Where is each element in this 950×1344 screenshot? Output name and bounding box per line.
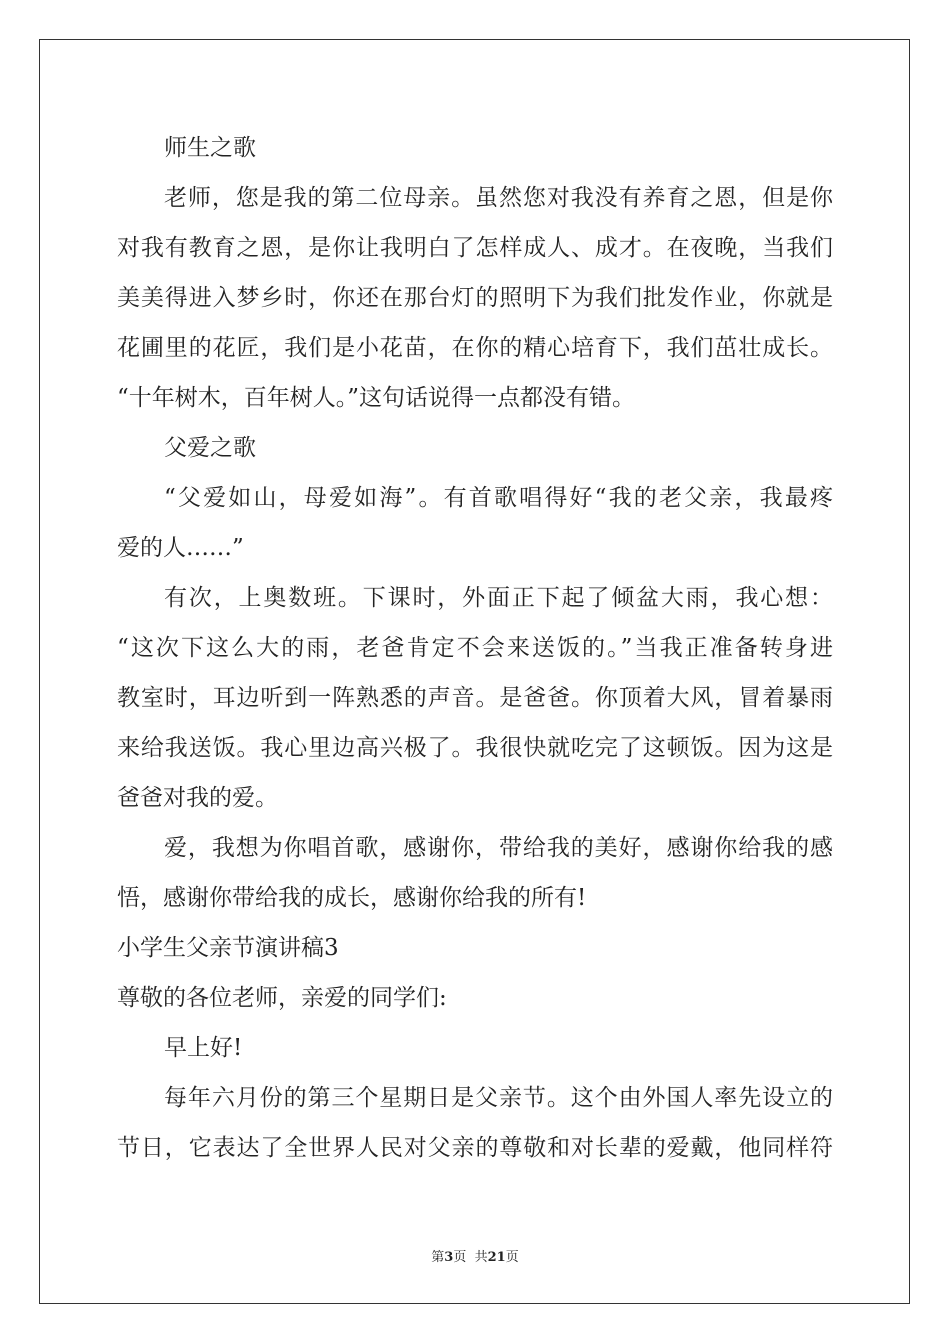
text-line: “父爱如山，母爱如海”。有首歌唱得好“我的老父亲，我最疼 (164, 485, 833, 511)
text-line: 悟，感谢你带给我的成长，感谢你给我的所有! (117, 885, 587, 911)
text-line: 爸爸对我的爱。 (117, 785, 278, 811)
text-line: 父爱之歌 (164, 435, 256, 461)
document-body (117, 123, 833, 1173)
text-line: 美美得进入梦乡时，你还在那台灯的照明下为我们批发作业，你就是 (117, 285, 833, 311)
text-line: 每年六月份的第三个星期日是父亲节。这个由外国人率先设立的 (164, 1085, 833, 1111)
footer-mid: 页 共 (453, 1250, 488, 1265)
text-line: 早上好! (164, 1035, 243, 1061)
footer-suffix: 页 (505, 1250, 519, 1265)
text-line: 尊敬的各位老师，亲爱的同学们: (117, 985, 447, 1011)
text-line: 爱的人……” (117, 535, 244, 561)
footer-page-number: 3 (444, 1250, 454, 1265)
text-line: 师生之歌 (164, 135, 256, 161)
text-line: 教室时，耳边听到一阵熟悉的声音。是爸爸。你顶着大风，冒着暴雨 (117, 685, 833, 711)
text-line: 老师，您是我的第二位母亲。虽然您对我没有养育之恩，但是你 (164, 185, 833, 211)
text-line: 爱，我想为你唱首歌，感谢你，带给我的美好，感谢你给我的感 (164, 835, 833, 861)
footer-prefix: 第 (431, 1250, 445, 1265)
text-line: 有次，上奥数班。下课时，外面正下起了倾盆大雨，我心想： (164, 585, 833, 611)
text-line: 对我有教育之恩，是你让我明白了怎样成人、成才。在夜晚，当我们 (117, 235, 833, 261)
text-line: 节日，它表达了全世界人民对父亲的尊敬和对长辈的爱戴，他同样符 (117, 1135, 833, 1161)
page-footer (0, 1246, 950, 1265)
footer-total-pages: 21 (487, 1250, 506, 1265)
text-line: “这次下这么大的雨，老爸肯定不会来送饭的。”当我正准备转身进 (117, 635, 833, 661)
text-line: 花圃里的花匠，我们是小花苗，在你的精心培育下，我们茁壮成长。 (117, 335, 833, 361)
text-line: 小学生父亲节演讲稿3 (117, 935, 339, 961)
text-line: “十年树木，百年树人。”这句话说得一点都没有错。 (117, 385, 636, 411)
text-line: 来给我送饭。我心里边高兴极了。我很快就吃完了这顿饭。因为这是 (117, 735, 833, 761)
